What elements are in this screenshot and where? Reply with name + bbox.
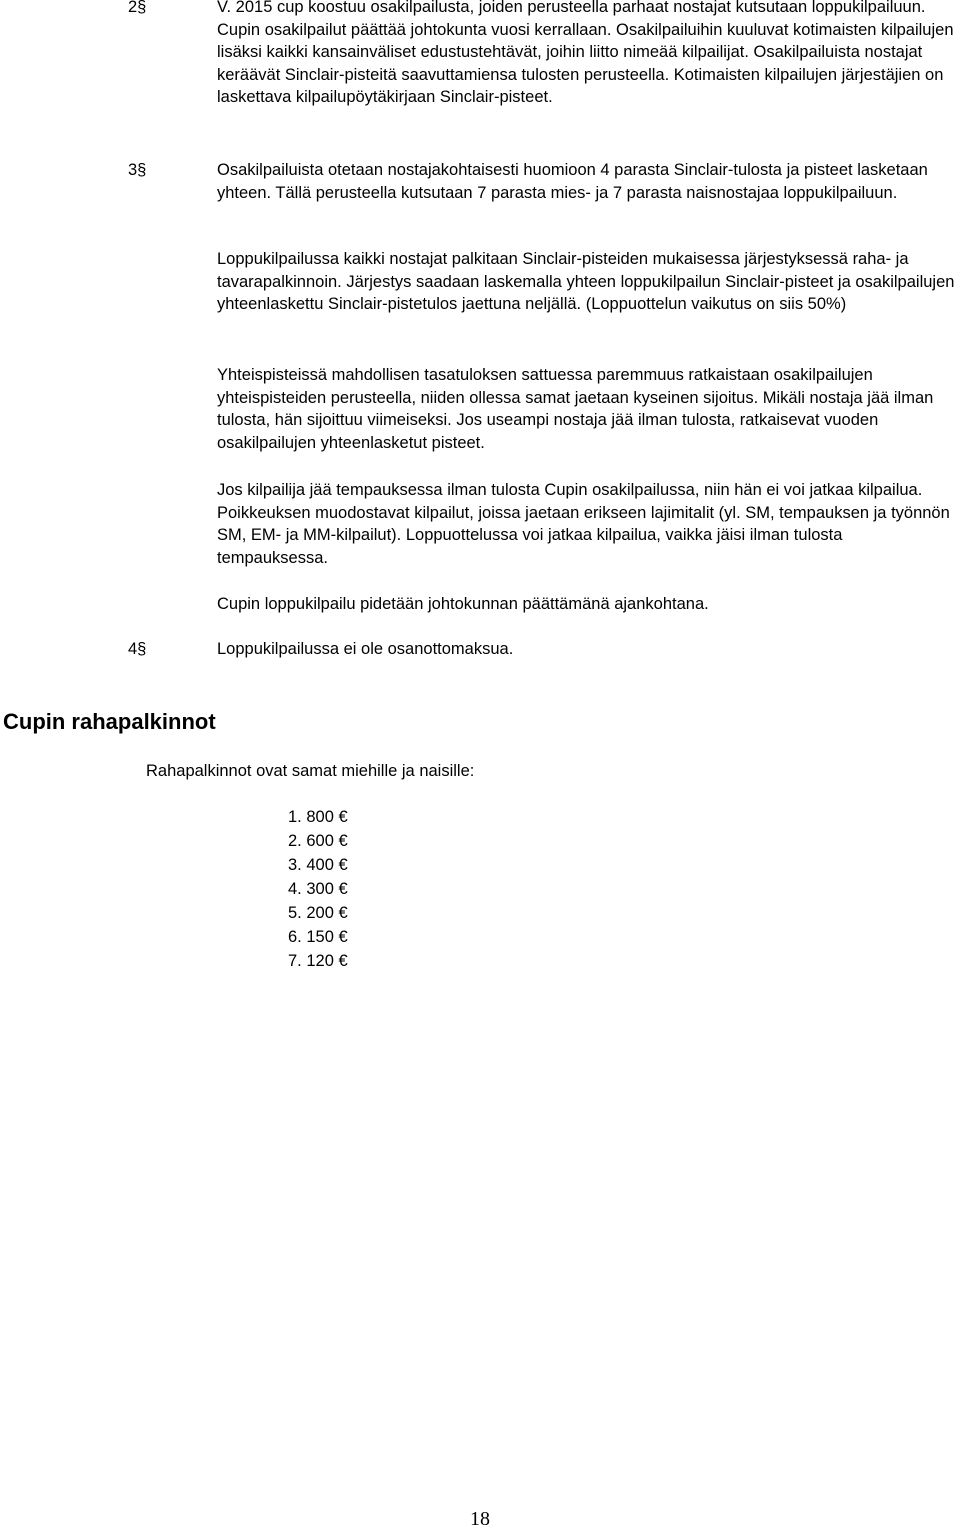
section-4-body [217,638,957,661]
section-2-paragraph-1: V. 2015 cup koostuu osakilpailusta, joiden perusteella parhaat nostajat kutsutaan loppukilpailuun. Cupin osakilpailut päättää johtokunta vuosi kerrallaan. Osakilpailuihin kuuluvat kotimaisten kilpailujen lisäksi kaikki kansainväliset edustustehtävät, joihin liitto nimeää kilpailijat. Osakilpailuista nostajat keräävät Sinclair-pisteitä saavuttamiensa tulosten perusteella. Kotimaisten kilpailujen järjestäjien on laskettava kilpailupöytäkirjaan Sinclair-pisteet. [217,0,954,106]
section-3-paragraph-1: Osakilpailuista otetaan nostajakohtaisesti huomioon 4 parasta Sinclair-tulosta ja pisteet lasketaan yhteen. Tällä perusteella kutsutaan 7 parasta mies- ja 7 parasta naisnostajaa loppukilpailuun. [217,161,928,202]
prize-item: 1. 800 € [288,808,348,826]
section-3-paragraph-2: Loppukilpailussa kaikki nostajat palkitaan Sinclair-pisteiden mukaisessa järjestyksessä raha- ja tavarapalkinnoin. Järjestys saadaan laskemalla yhteen loppukilpailun Sinclair-pisteet ja osakilpailujen yhteenlaskettu Sinclair-pistetulos jaettuna neljällä. (Loppuottelun vaikutus on siis 50%) [217,250,955,313]
section-3-paragraph-4: Jos kilpailija jää tempauksessa ilman tulosta Cupin osakilpailussa, niin hän ei voi jatkaa kilpailua. Poikkeuksen muodostavat kilpailut, joissa jaetaan erikseen lajimitalit (yl. SM, tempauksen ja työnnön SM, EM- ja MM-kilpailut). Loppuottelussa voi jatkaa kilpailua, vaikka jäisi ilman tulosta tempauksessa. [217,481,950,567]
section-3-paragraph-5: Cupin loppukilpailu pidetään johtokunnan päättämänä ajankohtana. [217,595,709,613]
prize-list [288,805,348,973]
prizes-heading: Cupin rahapalkinnot [3,709,216,734]
section-number-4: 4§ [128,640,147,658]
prizes-intro: Rahapalkinnot ovat samat miehille ja naisille: [146,762,475,780]
prize-item: 7. 120 € [288,952,348,970]
prize-item: 4. 300 € [288,880,348,898]
prize-item: 3. 400 € [288,856,348,874]
section-number-3: 3§ [128,161,147,179]
section-4-paragraph-1: Loppukilpailussa ei ole osanottomaksua. [217,640,514,658]
prize-item: 5. 200 € [288,904,348,922]
prize-item: 2. 600 € [288,832,348,850]
section-number-2: 2§ [128,0,147,16]
section-2-body [217,0,957,109]
page-number: 18 [470,1508,490,1530]
prize-item: 6. 150 € [288,928,348,946]
section-3-paragraph-3: Yhteispisteissä mahdollisen tasatuloksen sattuessa paremmuus ratkaistaan osakilpailujen yhteispisteiden perusteella, niiden ollessa samat jaetaan kyseinen sijoitus. Mikäli nostaja jää ilman tulosta, hän sijoittuu viimeiseksi. Jos useampi nostaja jää ilman tulosta, ratkaisevat vuoden osakilpailujen yhteenlasketut pisteet. [217,366,934,452]
